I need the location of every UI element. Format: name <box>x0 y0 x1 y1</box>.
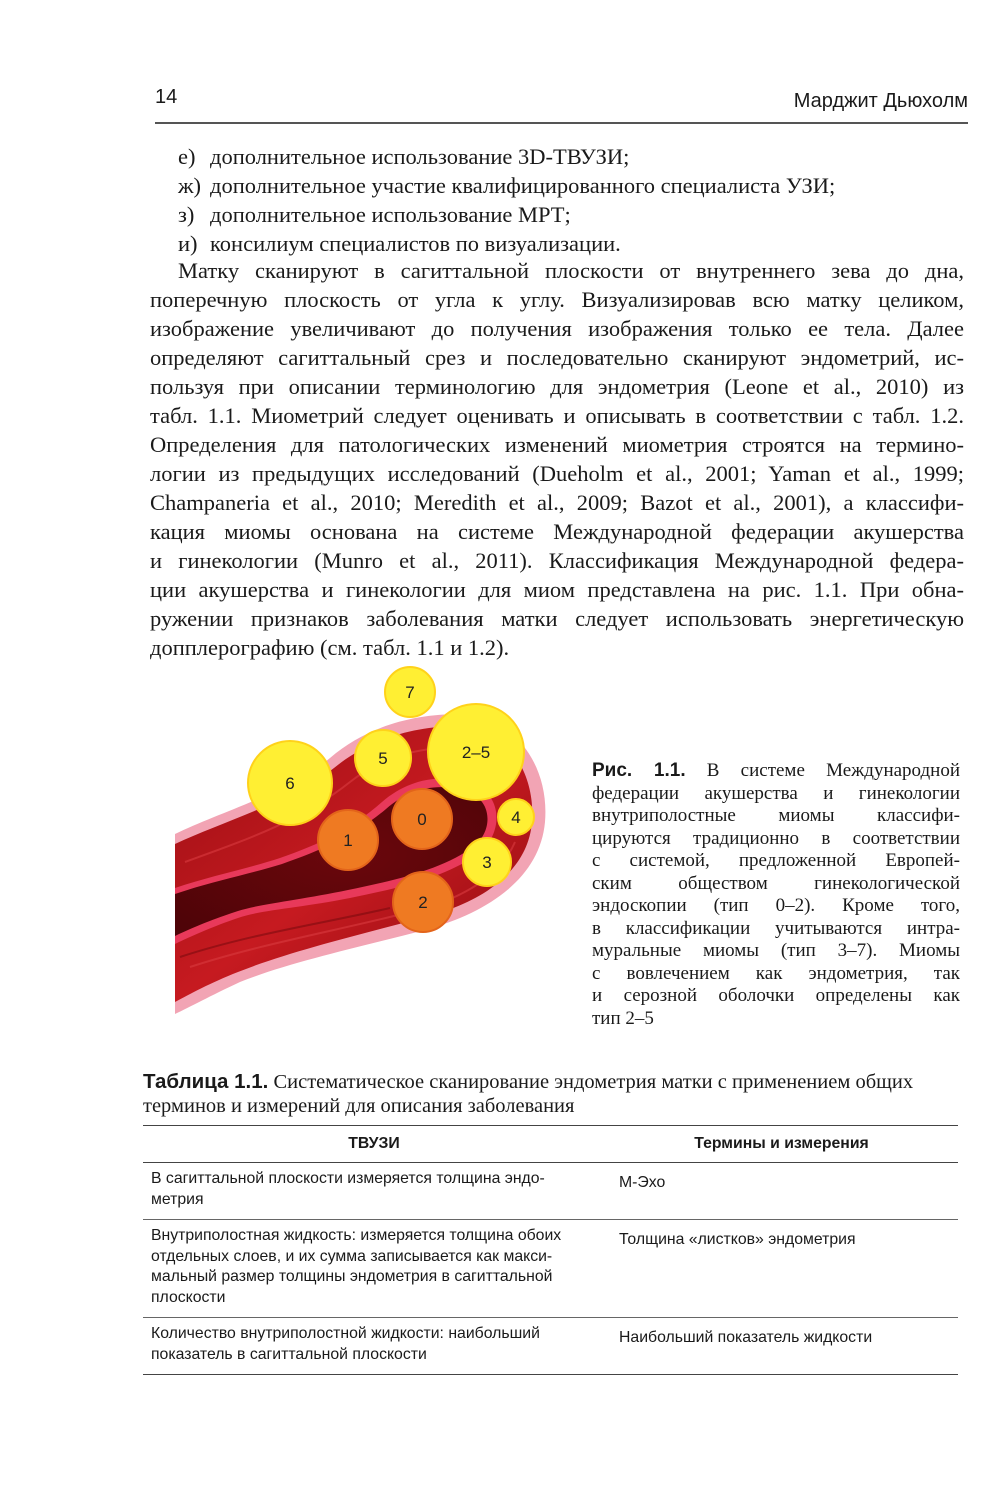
figure-caption <box>592 760 960 1030</box>
table-row <box>143 1163 958 1220</box>
body-paragraph <box>150 256 964 662</box>
table-title <box>143 1070 963 1118</box>
table-header-cell: ТВУЗИ <box>348 1134 400 1152</box>
figure-uterus-myoma-classification <box>150 662 560 1022</box>
list-item <box>178 229 978 258</box>
paragraph-line: определяют сагиттальный срез и последовательно сканируют эндометрий, ис- <box>150 345 964 370</box>
table-cell-line: Количество внутриполостной жидкости: наибольший <box>151 1325 540 1342</box>
caption-line: муральные миомы (тип 3–7). Миомы <box>592 940 960 961</box>
running-title: Марджит Дьюхолм <box>793 90 968 112</box>
caption-line: цируются традиционно в соответствии <box>592 827 960 849</box>
list-item-text: дополнительное использование 3D-ТВУЗИ; <box>210 144 630 169</box>
table-title-text: Систематическое сканирование эндометрия матки с применением общих терминов и измерений для описания заболевания <box>143 1071 914 1117</box>
caption-line <box>592 760 960 783</box>
caption-line: в классификации учитываются интра- <box>592 917 960 939</box>
table-cell <box>143 1324 605 1365</box>
label-type-4: 4 <box>511 808 521 827</box>
label-type-2-5: 2–5 <box>461 743 491 762</box>
table-cell: Наибольший показатель жидкости <box>619 1329 873 1346</box>
list-item-text: дополнительное участие квалифицированного специалиста УЗИ; <box>210 173 836 198</box>
table-cell-line: В сагиттальной плоскости измеряется толщина эндо- <box>151 1170 545 1187</box>
table-label: Таблица 1.1. <box>143 1070 269 1093</box>
table-cell-line: мальный размер толщины эндометрия в сагиттальной <box>151 1268 553 1285</box>
list-marker: и) <box>178 231 198 256</box>
table-cell: М-Эхо <box>619 1174 666 1191</box>
caption-line: тип 2–5 <box>592 1007 654 1029</box>
caption-line: ским обществом гинекологической <box>592 872 960 894</box>
table-header-cell: Термины и измерения <box>694 1134 869 1152</box>
uterus-illustration <box>150 662 560 1022</box>
paragraph-line: Champaneria et al., 2010; Meredith et al., 2009; Bazot et al., 2001), а классифи- <box>150 490 964 515</box>
enumerated-list <box>178 142 978 258</box>
caption-line: эндоскопии (тип 0–2). Кроме того, <box>592 895 960 916</box>
table-cell-line: отдельных слоев, и их сумма записывается как макси- <box>151 1247 553 1265</box>
caption-label: Рис. 1.1. <box>592 760 686 781</box>
caption-line: с вовлечением как эндометрия, так <box>592 962 960 984</box>
paragraph-line: и гинекологии (Munro et al., 2011). Классификация Международной федера- <box>150 548 964 573</box>
caption-line: и серозной оболочки определены как <box>592 985 960 1006</box>
caption-text: В системе Международной <box>706 760 960 781</box>
table-cell-line: Внутриполостная жидкость: измеряется толщина обоих <box>151 1227 562 1244</box>
paragraph-line: изображение увеличивают до получения изображения только ее тела. Далее <box>150 316 964 341</box>
label-type-2: 2 <box>418 893 428 912</box>
table-cell-line: показатель в сагиттальной плоскости <box>151 1345 427 1363</box>
paragraph-line: пользуя при описании терминологию для эндометрия (Leone et al., 2010) из <box>150 374 964 399</box>
label-type-1: 1 <box>343 831 353 850</box>
label-type-0: 0 <box>417 810 427 829</box>
table-cell-line: метрия <box>151 1190 204 1208</box>
page-number: 14 <box>155 86 178 108</box>
table-header-row <box>143 1125 958 1163</box>
paragraph-line: логии из предыдущих исследований (Dueholm et al., 2001; Yaman et al., 1999; <box>150 461 964 486</box>
paragraph-line: Матку сканируют в сагиттальной плоскости от внутреннего зева до дна, <box>178 258 964 283</box>
table-cell <box>143 1226 605 1308</box>
list-item-text: дополнительное использование МРТ; <box>210 202 571 227</box>
label-type-6: 6 <box>285 774 295 793</box>
list-item <box>178 200 978 229</box>
table-cell-line: плоскости <box>151 1288 226 1306</box>
list-marker: з) <box>178 202 195 227</box>
caption-line: внутриполостные миомы классифи- <box>592 805 960 826</box>
table-cell: Толщина «листков» эндометрия <box>619 1231 856 1248</box>
list-item <box>178 171 978 200</box>
caption-line: с системой, предложенной Европей- <box>592 850 960 871</box>
list-marker: е) <box>178 144 196 169</box>
table-row <box>143 1318 958 1375</box>
label-type-7: 7 <box>405 683 415 702</box>
list-marker: ж) <box>178 173 202 198</box>
paragraph-line: Определения для патологических изменений миометрия строятся на термино- <box>150 432 964 457</box>
paragraph-line: ружении признаков заболевания матки следует использовать энергетическую <box>150 606 964 631</box>
table-row <box>143 1220 958 1318</box>
header-rule <box>155 122 968 124</box>
paragraph-line: поперечную плоскость от угла к углу. Визуализировав всю матку целиком, <box>150 287 964 312</box>
list-item-text: консилиум специалистов по визуализации. <box>210 231 621 256</box>
paragraph-line: ции акушерства и гинекологии для миом представлена на рис. 1.1. При обна- <box>150 577 964 602</box>
list-item <box>178 142 978 171</box>
paragraph-line: кация миомы основана на системе Международной федерации акушерства <box>150 519 964 544</box>
table-cell <box>143 1169 605 1210</box>
caption-line: федерации акушерства и гинекологии <box>592 782 960 804</box>
label-type-3: 3 <box>482 853 492 872</box>
label-type-5: 5 <box>378 749 388 768</box>
paragraph-line: допплерографию (см. табл. 1.1 и 1.2). <box>150 635 510 660</box>
paragraph-line: табл. 1.1. Миометрий следует оценивать и описывать в соответствии с табл. 1.2. <box>150 403 964 428</box>
table-1-1 <box>143 1125 958 1375</box>
